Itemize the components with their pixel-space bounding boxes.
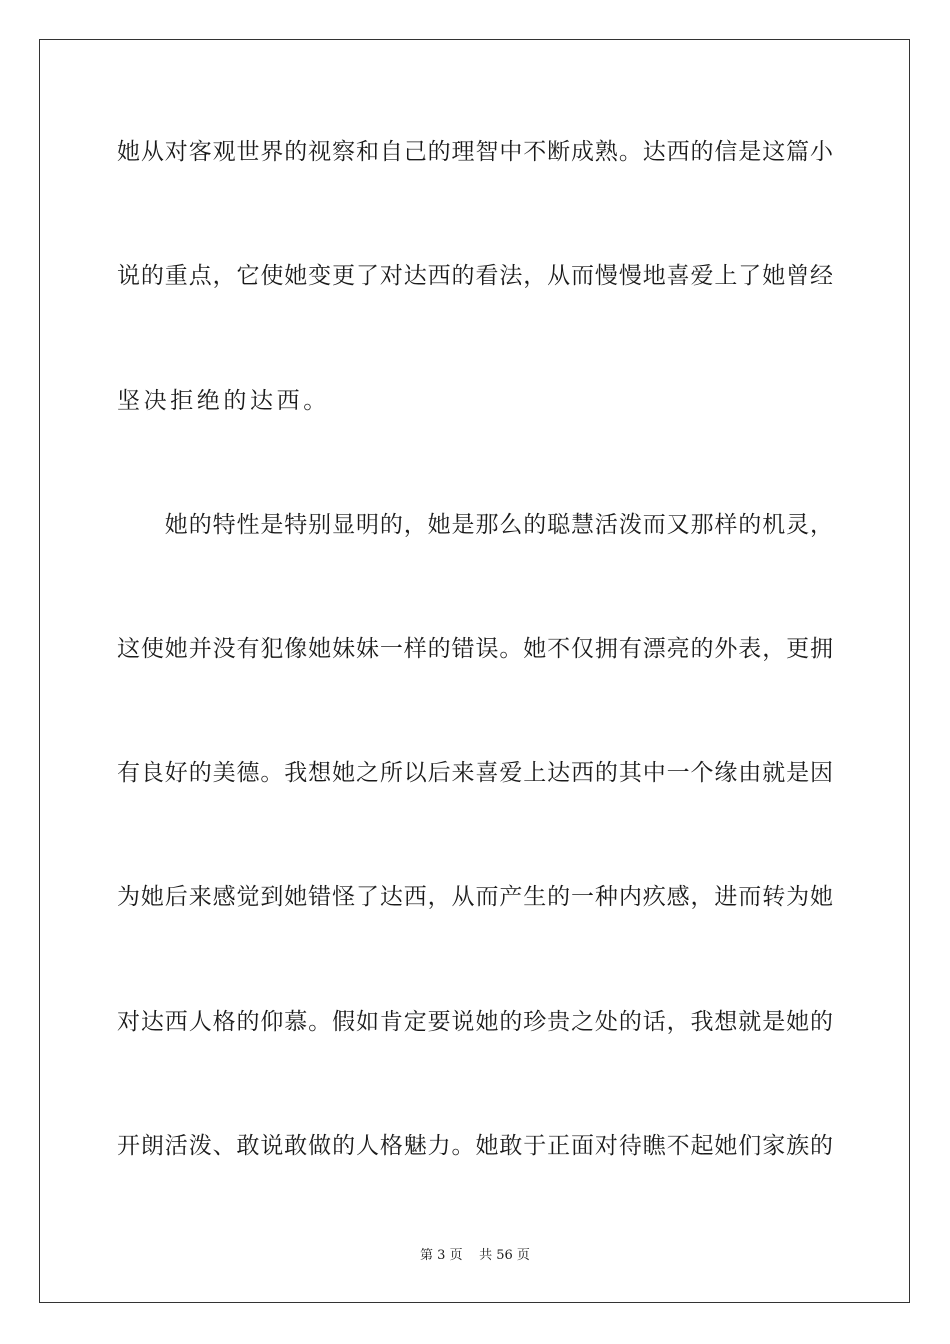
total-pages: 共 56 页 (479, 1248, 530, 1263)
paragraph-line: 她的特性是特别显明的，她是那么的聪慧活泼而又那样的机灵， (117, 512, 833, 538)
paragraph-line: 为她后来感觉到她错怪了达西，从而产生的一种内疚感，进而转为她 (117, 884, 833, 910)
page-footer (0, 1247, 950, 1265)
paragraph-line: 她从对客观世界的视察和自己的理智中不断成熟。达西的信是这篇小 (117, 139, 833, 165)
paragraph-line: 对达西人格的仰慕。假如肯定要说她的珍贵之处的话，我想就是她的 (117, 1009, 833, 1035)
page-number: 第 3 页 (420, 1248, 463, 1263)
paragraph-line: 说的重点，它使她变更了对达西的看法，从而慢慢地喜爱上了她曾经 (117, 263, 833, 289)
paragraph-line: 这使她并没有犯像她妹妹一样的错误。她不仅拥有漂亮的外表，更拥 (117, 636, 833, 662)
page-border (39, 39, 910, 1303)
paragraph-line: 坚决拒绝的达西。 (117, 388, 330, 414)
paragraph-line: 有良好的美德。我想她之所以后来喜爱上达西的其中一个缘由就是因 (117, 760, 833, 786)
paragraph-line: 开朗活泼、敢说敢做的人格魅力。她敢于正面对待瞧不起她们家族的 (117, 1133, 833, 1159)
